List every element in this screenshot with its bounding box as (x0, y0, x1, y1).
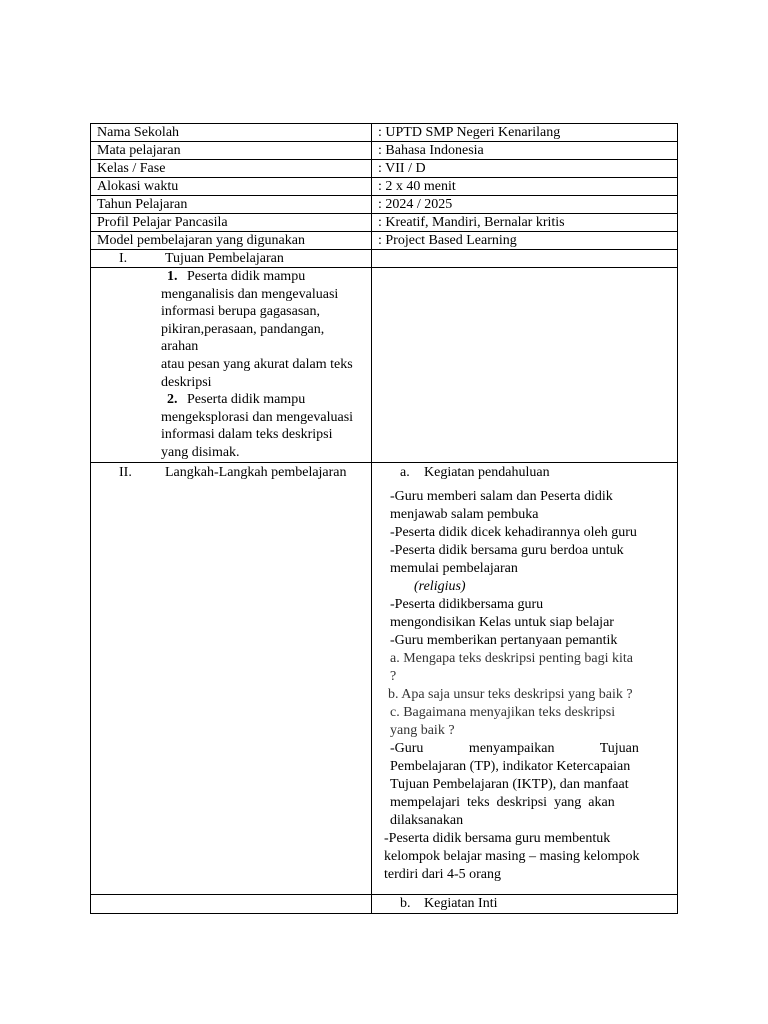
objective-number: 1. (167, 269, 178, 284)
identity-row (91, 214, 678, 232)
identity-label: Kelas / Fase (91, 160, 372, 178)
objective-item (161, 268, 365, 391)
section-heading-row (91, 250, 678, 268)
section-numeral: I. (119, 251, 128, 266)
identity-row (91, 178, 678, 196)
kegiatan-heading (378, 464, 671, 482)
objective-text: Peserta didik mampu (187, 392, 306, 408)
objective-text: deskripsi (161, 374, 212, 390)
identity-value: : Project Based Learning (372, 232, 678, 250)
identity-label: Profil Pelajar Pancasila (91, 214, 372, 232)
step-line: Tujuan Pembelajaran (IKTP), dan manfaat (390, 777, 629, 792)
step-line: c. Bagaimana menyajikan teks deskripsi (390, 705, 616, 720)
step-line: -Guru menyampaikan Tujuan (390, 741, 639, 756)
steps-content (372, 463, 678, 895)
identity-label: Tahun Pelajaran (91, 196, 372, 214)
step-line: menjawab salam pembuka (390, 507, 539, 522)
step-line: yang baik ? (390, 723, 455, 738)
objectives-cell (91, 268, 372, 463)
identity-label: Mata pelajaran (91, 142, 372, 160)
step-line: Pembelajaran (TP), indikator Ketercapaian (390, 759, 631, 774)
step-line: mengondisikan Kelas untuk siap belajar (390, 615, 614, 630)
step-line: memulai pembelajaran (390, 561, 518, 576)
kegiatan-inti-cell (372, 895, 678, 914)
identity-row (91, 124, 678, 142)
identity-row (91, 232, 678, 250)
kegiatan-inti-row (91, 895, 678, 914)
objective-text: Peserta didik mampu (187, 269, 306, 284)
objectives-list (97, 268, 365, 462)
identity-label: Alokasi waktu (91, 178, 372, 196)
identity-value: : VII / D (372, 160, 678, 178)
identity-row (91, 160, 678, 178)
objective-text: mengeksplorasi dan mengevaluasi (161, 409, 354, 425)
step-line: (religius) (414, 579, 466, 594)
kegiatan-title: Kegiatan Inti (424, 896, 498, 911)
objective-text: yang disimak. (161, 444, 240, 460)
step-line: a. Mengapa teks deskripsi penting bagi kita (390, 651, 633, 666)
step-line: -Peserta didikbersama guru (390, 597, 544, 612)
identity-label: Model pembelajaran yang digunakan (91, 232, 372, 250)
lesson-plan-table (90, 123, 678, 914)
empty-cell (91, 895, 372, 914)
objective-item (161, 391, 365, 461)
steps-heading (91, 463, 372, 895)
step-line: terdiri dari 4-5 orang (384, 867, 502, 882)
objective-text: informasi dalam teks deskripsi (161, 427, 333, 443)
identity-value: : UPTD SMP Negeri Kenarilang (372, 124, 678, 142)
objectives-row (91, 268, 678, 463)
objective-text: informasi berupa gagasasan, (161, 304, 320, 320)
steps-row (91, 463, 678, 895)
kegiatan-title: Kegiatan pendahuluan (424, 465, 550, 480)
objective-text: atau pesan yang akurat dalam teks (161, 356, 353, 372)
section-title: Langkah-Langkah pembelajaran (165, 465, 347, 480)
identity-label: Nama Sekolah (91, 124, 372, 142)
objective-text: pikiran,perasaan, pandangan, arahan (161, 321, 325, 355)
identity-value: : 2024 / 2025 (372, 196, 678, 214)
section-heading (91, 250, 372, 268)
section-title: Tujuan Pembelajaran (165, 251, 284, 266)
step-line: kelompok belajar masing – masing kelompok (384, 849, 640, 864)
kegiatan-heading (378, 895, 671, 913)
identity-value: : Kreatif, Mandiri, Bernalar kritis (372, 214, 678, 232)
step-line: -Peserta didik bersama guru berdoa untuk (390, 543, 624, 558)
kegiatan-letter: b. (400, 896, 411, 911)
step-line: -Guru memberikan pertanyaan pemantik (390, 633, 618, 648)
section-numeral: II. (119, 465, 132, 480)
kegiatan-letter: a. (400, 465, 410, 480)
step-line: -Peserta didik bersama guru membentuk (384, 831, 611, 846)
identity-row (91, 196, 678, 214)
identity-row (91, 142, 678, 160)
identity-value: : 2 x 40 menit (372, 178, 678, 196)
objective-number: 2. (167, 392, 178, 408)
objective-text: menganalisis dan mengevaluasi (161, 286, 339, 302)
step-line: dilaksanakan (390, 813, 464, 828)
step-line: ? (390, 669, 397, 684)
step-line: -Guru memberi salam dan Peserta didik (390, 489, 613, 504)
step-line: -Peserta didik dicek kehadirannya oleh guru (390, 525, 637, 540)
step-line: b. Apa saja unsur teks deskripsi yang baik ? (388, 687, 633, 702)
identity-value: : Bahasa Indonesia (372, 142, 678, 160)
empty-cell (372, 268, 678, 463)
step-line: mempelajari teks deskripsi yang akan (390, 795, 615, 810)
empty-cell (372, 250, 678, 268)
